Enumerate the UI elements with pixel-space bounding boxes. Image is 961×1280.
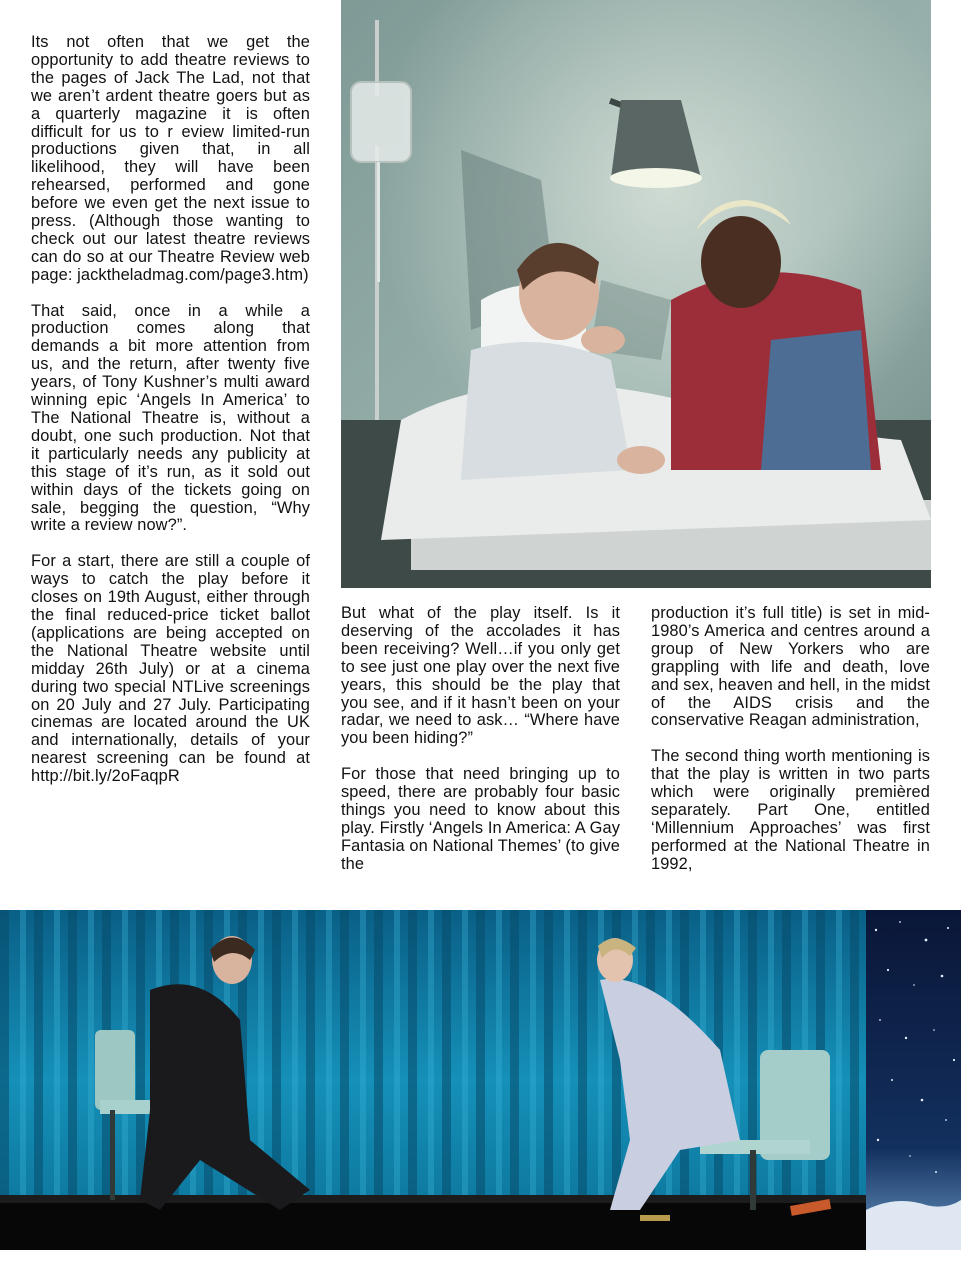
article-column-1 (31, 34, 310, 804)
paragraph: But what of the play itself. Is it deserving of the accolades it has been receiving? Well…if you only get to see just one play over the next five years, this should be the play that you see, and if it hasn’t been on your radar, we need to ask… “Where have you been hiding?” (341, 604, 620, 748)
paragraph: The second thing worth mentioning is that the play is written in two parts which were originally premièred separately. Part One, entitled ‘Millennium Approaches’ was first performed at the National Theatre in 1992, (651, 747, 930, 873)
paragraph: Its not often that we get the opportunity to add theatre reviews to the pages of Jack The Lad, not that we aren’t ardent theatre goers but as a quarterly magazine it is often difficult for us to r eview limited-run productions given that, in all likelihood, they will have been rehearsed, performed and gone before we even get the next issue to press. (Although those wanting to check out our latest theatre reviews can do so at our Theatre Review web page: jacktheladmag.com/page3.htm) (31, 33, 310, 284)
paragraph: For those that need bringing up to speed, there are probably four basic things you need to know about this play. Firstly ‘Angels In America: A Gay Fantasia on National Themes’ (to give the (341, 765, 620, 873)
stage-photo-hospital-scene (341, 0, 931, 588)
stage-photo-night-sky (866, 910, 961, 1250)
paragraph: That said, once in a while a production comes along that demands a bit more attention from us, and the return, after twenty five years, of Tony Kushner’s multi award winning epic ‘Angels In America’ to The National Theatre is, without a doubt, one such production. Not that it particularly needs any publicity at this stage of it’s run, as it sold out within days of the tickets going on sale, begging the question, “Why write a review now?”. (31, 301, 310, 535)
paragraph: For a start, there are still a couple of ways to catch the play before it closes on 19th August, either through the final reduced-price ticket ballot (applications are being accepted on the National Theatre website until midday 26th July) or at a cinema during two special NTLive screenings on 20 July and 27 July. Participating cinemas are located around the UK and internationally, details of your nearest screening can be found at http://bit.ly/2oFaqpR (31, 552, 310, 786)
stage-photo-curtain-scene (0, 910, 866, 1250)
article-column-2 (341, 605, 620, 891)
article-column-3 (651, 605, 930, 891)
paragraph: production it’s full title) is set in mid-1980’s America and centres around a group of New Yorkers who are grappling with life and death, love and sex, heaven and hell, in the midst of the AIDS crisis and the conservative Reagan administration, (651, 604, 930, 730)
